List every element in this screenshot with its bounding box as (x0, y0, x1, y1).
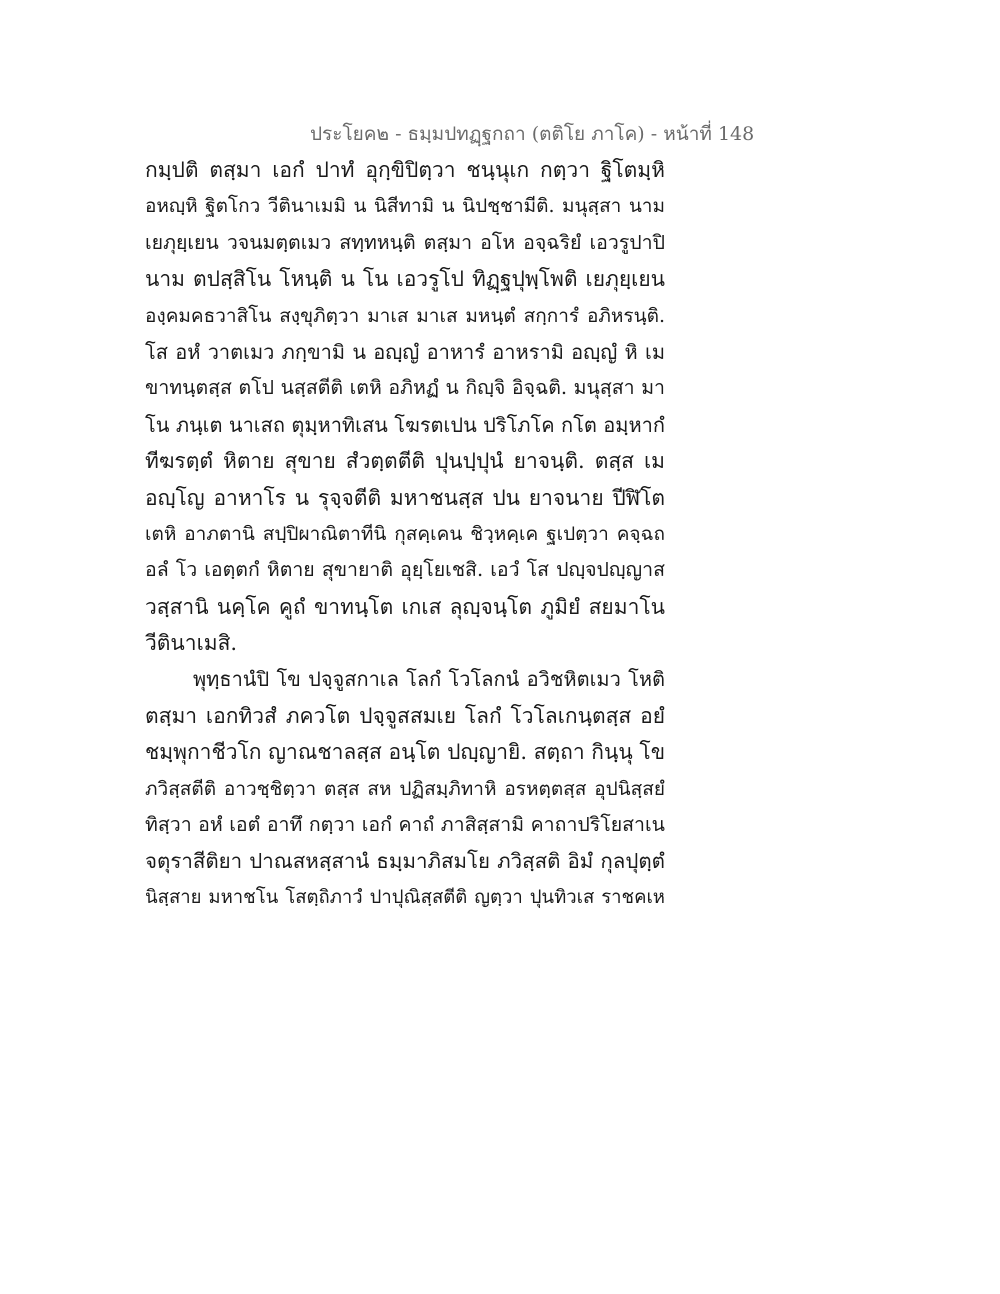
text-line: โส อหํ วาตเมว ภกฺขามิ น อญฺญํ อาหารํ อาหรามิ อญฺญํ หิ เม (145, 339, 665, 364)
text-line: พุทฺธานํปิ โข ปจฺจูสกาเล โลกํ โวโลกนํ อวิชหิตเมว โหติ (193, 667, 665, 692)
body-text (145, 152, 665, 916)
text-line: นาม ตปสฺสิโน โหนฺติ น โน เอวรูโป ทิฏฺฐปุพฺโพติ เยภุยฺเยน (145, 267, 665, 292)
text-line: ทิสฺวา อหํ เอตํ อาทึ กตฺวา เอกํ คาถํ ภาสิสฺสามิ คาถาปริโยสาเน (145, 813, 665, 837)
text-line: เยภุยฺเยน วจนมตฺตเมว สทฺทหนฺติ ตสฺมา อโห อจฺฉริยํ เอวรูปาปิ (145, 230, 665, 254)
paragraph-1 (145, 152, 665, 661)
text-line: องฺคมคธวาสิโน สงฺขุภิตฺวา มาเส มาเส มหนฺตํ สกฺการํ อภิหรนฺติ. (145, 304, 665, 327)
text-line: ภวิสฺสตีติ อาวชฺชิตฺวา ตสฺส สห ปฏิสมฺภิทาหิ อรหตฺตสฺส อุปนิสฺสยํ (145, 777, 665, 800)
text-line: ตสฺมา เอกทิวสํ ภควโต ปจฺจูสสมเย โลกํ โวโลเกนฺตสฺส อยํ (145, 703, 665, 728)
text-line: จตุราสีติยา ปาณสหสฺสานํ ธมฺมาภิสมโย ภวิสฺสติ อิมํ กุลปุตฺตํ (145, 849, 665, 874)
text-line: เตหิ อาภตานิ สปฺปิผาณิตาทีนิ กุสคฺเคน ชิวฺหคฺเค ฐเปตฺวา คจฺฉถ (145, 522, 665, 545)
text-line: วีตินาเมสิ. (145, 631, 238, 656)
text-line: ขาทนฺตสฺส ตโป นสฺสตีติ เตหิ อภิหฏํ น กิญฺจิ อิจฺฉติ. มนุสฺสา มา (145, 376, 665, 400)
text-line: กมฺปติ ตสฺมา เอกํ ปาทํ อุกฺขิปิตฺวา ชนฺนุเก กตฺวา ฐิโตมฺหิ (145, 158, 665, 182)
text-line: ทีฆรตฺตํ หิตาย สุขาย สํวตฺตตีติ ปุนปฺปุนํ ยาจนฺติ. ตสฺส เม (145, 449, 665, 474)
text-line: ชมฺพุกาชีวโก ญาณชาลสฺส อนฺโต ปญฺญายิ. สตฺถา กินฺนุ โข (145, 740, 666, 765)
text-line: อหญฺหิ ฐิตโกว วีตินาเมมิ น นิสีทามิ น นิปชฺชามีติ. มนุสฺสา นาม (145, 195, 665, 218)
text-line: อญฺโญ อาหาโร น รุจฺจตีติ มหาชนสฺส ปน ยาจนาย ปีฬิโต (145, 485, 665, 510)
paragraph-2 (145, 661, 665, 916)
text-line: อลํ โว เอตฺตกํ หิตาย สุขายาติ อุยฺโยเชสิ. เอวํ โส ปญฺจปญฺญาส (145, 558, 665, 582)
text-line: นิสฺสาย มหาชโน โสตฺถิภาวํ ปาปุณิสฺสตีติ ญตฺวา ปุนทิวเส ราชคเห (145, 886, 665, 908)
text-line: โน ภนฺเต นาเสถ ตุมฺหาทิเสน โฆรตเปน ปริโภโค กโต อมฺหากํ (145, 412, 665, 437)
text-line: วสฺสานิ นคฺโค คูถํ ขาทนฺโต เกเส ลุญฺจนฺโต ภูมิยํ สยมาโน (145, 594, 665, 619)
running-header: ประโยค๒ - ธมฺมปทฏฺฐกถา (ตติโย ภาโค) - หน้าที่ 148 (310, 123, 755, 145)
